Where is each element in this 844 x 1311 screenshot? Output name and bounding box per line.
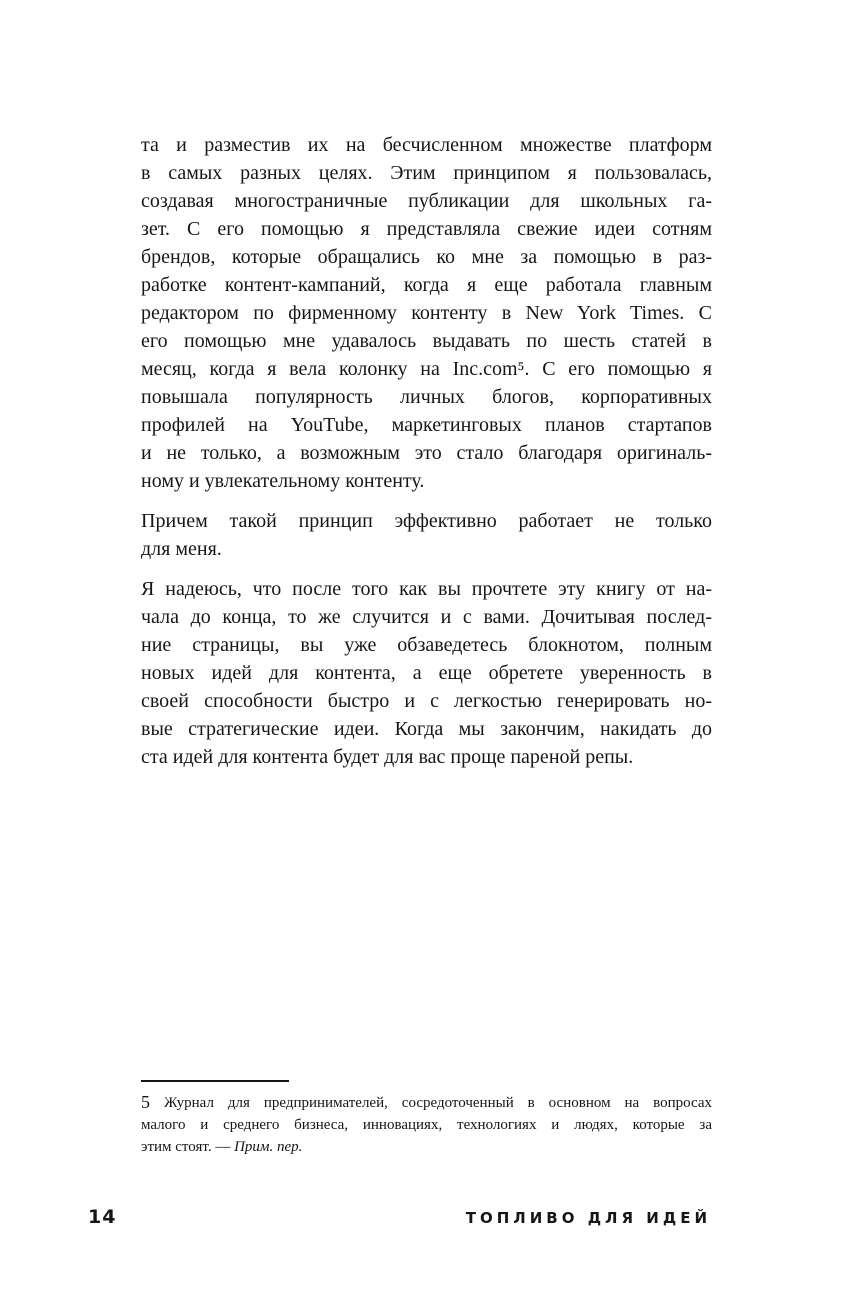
footnote-segment: этим стоят. — — [141, 1139, 235, 1155]
text-line: ние страницы, вы уже обзаведетесь блокнотом, полным — [141, 634, 712, 656]
footnote-marker: 5 — [141, 1092, 150, 1112]
footnote-line — [141, 1090, 712, 1114]
footnote-rule — [141, 1080, 289, 1082]
text-line: и не только, а возможным это стало благодаря оригиналь- — [141, 442, 712, 464]
running-title: ТОПЛИВО ДЛЯ ИДЕЙ — [465, 1209, 711, 1227]
text-line: его помощью мне удавалось выдавать по шесть статей в — [141, 330, 712, 352]
text-line: брендов, которые обращались ко мне за помощью в раз- — [141, 246, 712, 268]
text-line: та и разместив их на бесчисленном множестве платформ — [141, 134, 712, 156]
paragraph — [141, 575, 712, 771]
page-number: 14 — [88, 1206, 117, 1228]
text-line: Причем такой принцип эффективно работает не только — [141, 510, 712, 532]
text-line: своей способности быстро и с легкостью генерировать но- — [141, 690, 712, 712]
text-line: месяц, когда я вела колонку на Inc.com⁵. С его помощью я — [141, 358, 712, 380]
text-line: новых идей для контента, а еще обретете уверенность в — [141, 662, 712, 684]
footnote-line — [141, 1136, 712, 1158]
footnote — [141, 1080, 712, 1158]
footnote-line — [141, 1114, 712, 1136]
text-line: в самых разных целях. Этим принципом я пользовалась, — [141, 162, 712, 184]
page-footer — [88, 1206, 711, 1228]
text-line: работке контент-кампаний, когда я еще работала главным — [141, 274, 712, 296]
body-text — [141, 131, 712, 771]
text-line: ному и увлекательному контенту. — [141, 470, 425, 492]
text-line: создавая многостраничные публикации для школьных га- — [141, 190, 712, 212]
footnote-segment: малого и среднего бизнеса, инновациях, технологиях и людях, которые за — [141, 1117, 712, 1133]
text-line: для меня. — [141, 538, 222, 560]
footnote-italic-text: Прим. пер. — [234, 1139, 303, 1155]
text-line: вые стратегические идеи. Когда мы закончим, накидать до — [141, 718, 712, 740]
paragraph — [141, 131, 712, 495]
text-line: чала до конца, то же случится и с вами. Дочитывая послед- — [141, 606, 712, 628]
text-line: профилей на YouTube, маркетинговых планов стартапов — [141, 414, 712, 436]
footnote-text — [141, 1090, 712, 1158]
text-line: зет. С его помощью я представляла свежие идеи сотням — [141, 218, 712, 240]
text-line: редактором по фирменному контенту в New York Times. С — [141, 302, 712, 324]
paragraph — [141, 507, 712, 563]
text-line: повышала популярность личных блогов, корпоративных — [141, 386, 712, 408]
text-line: Я надеюсь, что после того как вы прочтете эту книгу от на- — [141, 578, 712, 600]
footnote-segment: Журнал для предпринимателей, сосредоточенный в основном на вопросах — [150, 1095, 712, 1111]
text-line: ста идей для контента будет для вас проще пареной репы. — [141, 746, 634, 768]
